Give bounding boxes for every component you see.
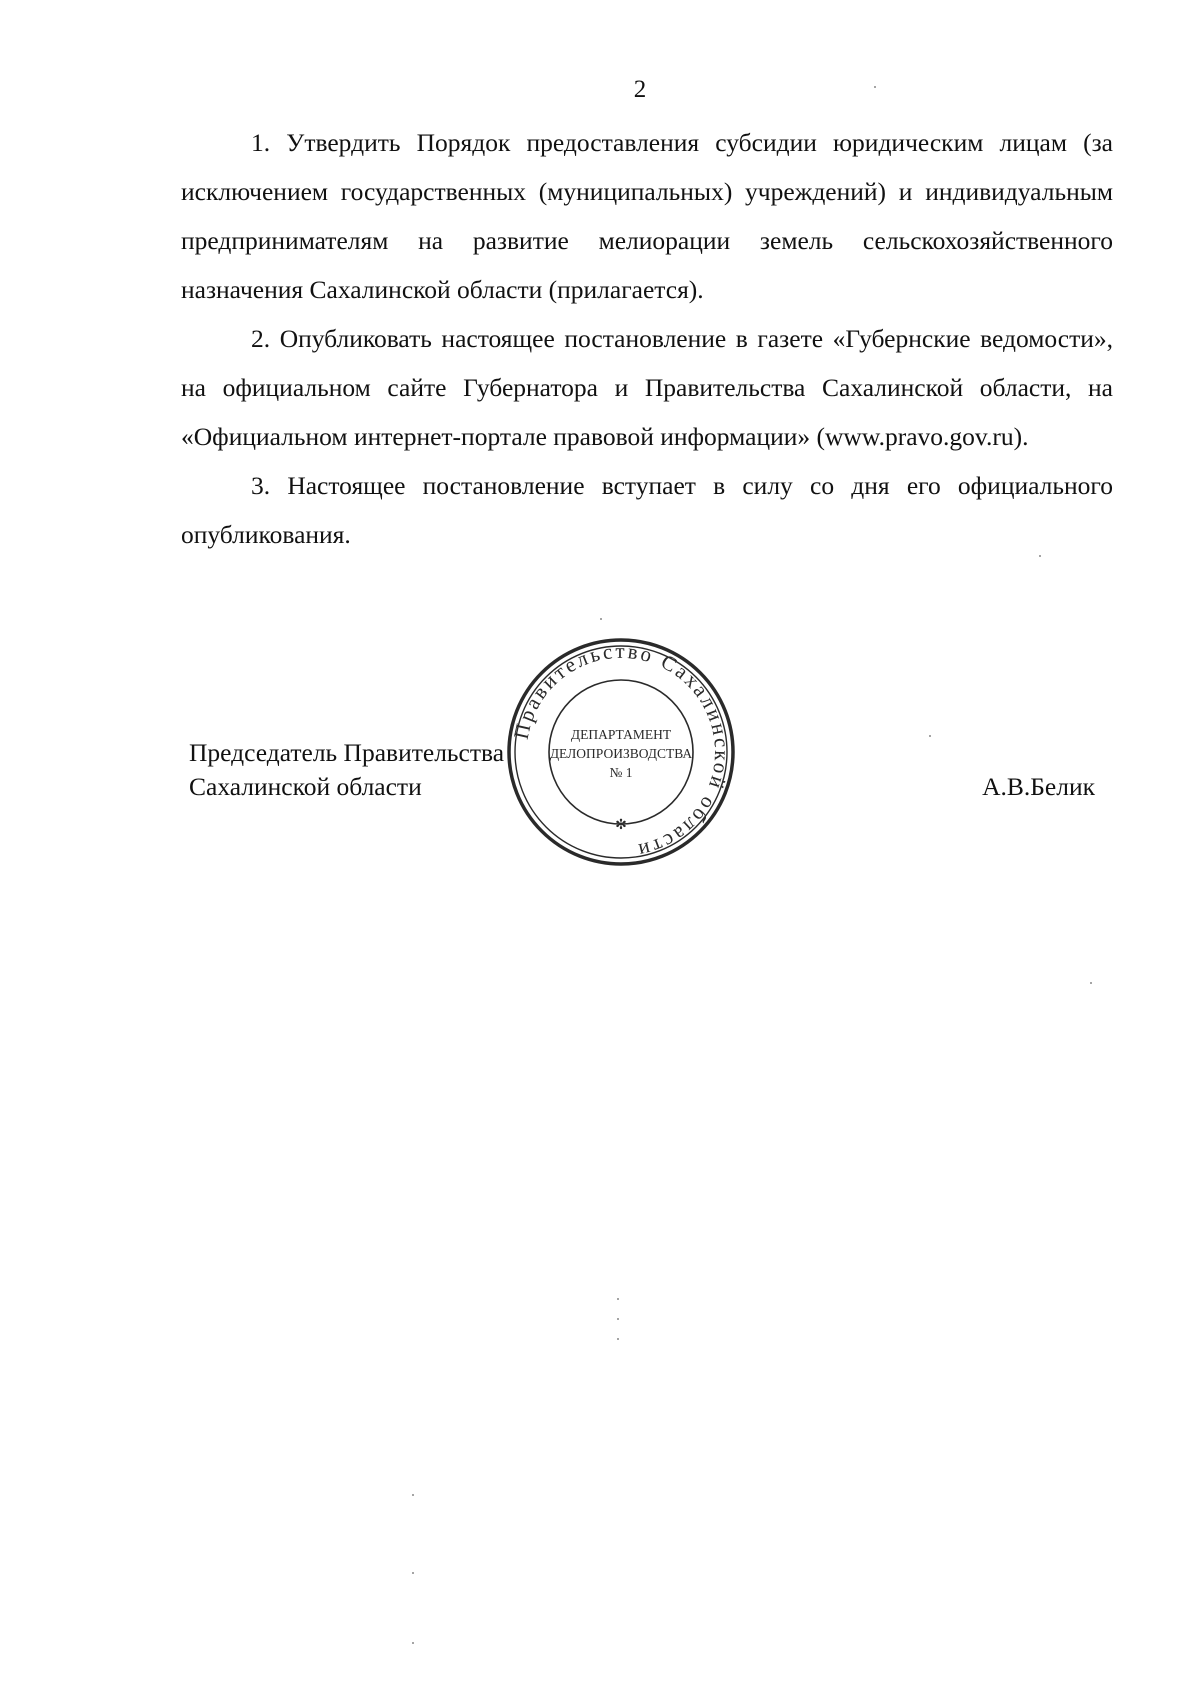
scan-speck (617, 1298, 619, 1300)
scan-speck (1039, 555, 1041, 557)
seal-star-icon: ✻ (615, 817, 627, 833)
signatory-title-line-2: Сахалинской области (189, 772, 422, 801)
signatory-name: А.В.Белик (982, 772, 1095, 801)
official-seal (505, 636, 737, 868)
scan-speck (412, 1642, 414, 1644)
scan-speck (412, 1494, 414, 1496)
page-number: 2 (633, 76, 647, 103)
seal-center-line-1: ДЕПАРТАМЕНТ (570, 727, 672, 742)
paragraph-1: 1. Утвердить Порядок предоставления субсидии юридическим лицам (за исключением государственных (муниципальных) учреждений) и индивидуальным предпринимателям на развитие мелиорации земель сельскохозяйственного назначения Сахалинской области (прилагается). (181, 128, 1113, 304)
seal-center-line-2: ДЕЛОПРОИЗВОДСТВА (549, 746, 693, 761)
scan-speck (617, 1318, 619, 1320)
paragraph-2: 2. Опубликовать настоящее постановление в газете «Губернские ведомости», на официальном сайте Губернатора и Правительства Сахалинской области, на «Официальном интернет-портале правовой информации» (www.pravo.gov.ru). (181, 324, 1113, 451)
scan-speck (617, 1338, 619, 1340)
scan-speck (874, 86, 876, 88)
scan-speck (1090, 982, 1092, 984)
signatory-title (189, 736, 504, 804)
paragraph-3: 3. Настоящее постановление вступает в силу со дня его официального опубликования. (181, 471, 1113, 549)
seal-center-line-3: № 1 (609, 765, 633, 780)
seal-outer-text: Правительство Сахалинской области (508, 638, 735, 864)
document-body (181, 118, 1113, 559)
scan-speck (412, 1572, 414, 1574)
signatory-title-line-1: Председатель Правительства (189, 738, 505, 767)
scan-speck (600, 618, 602, 620)
scan-speck (929, 735, 931, 737)
